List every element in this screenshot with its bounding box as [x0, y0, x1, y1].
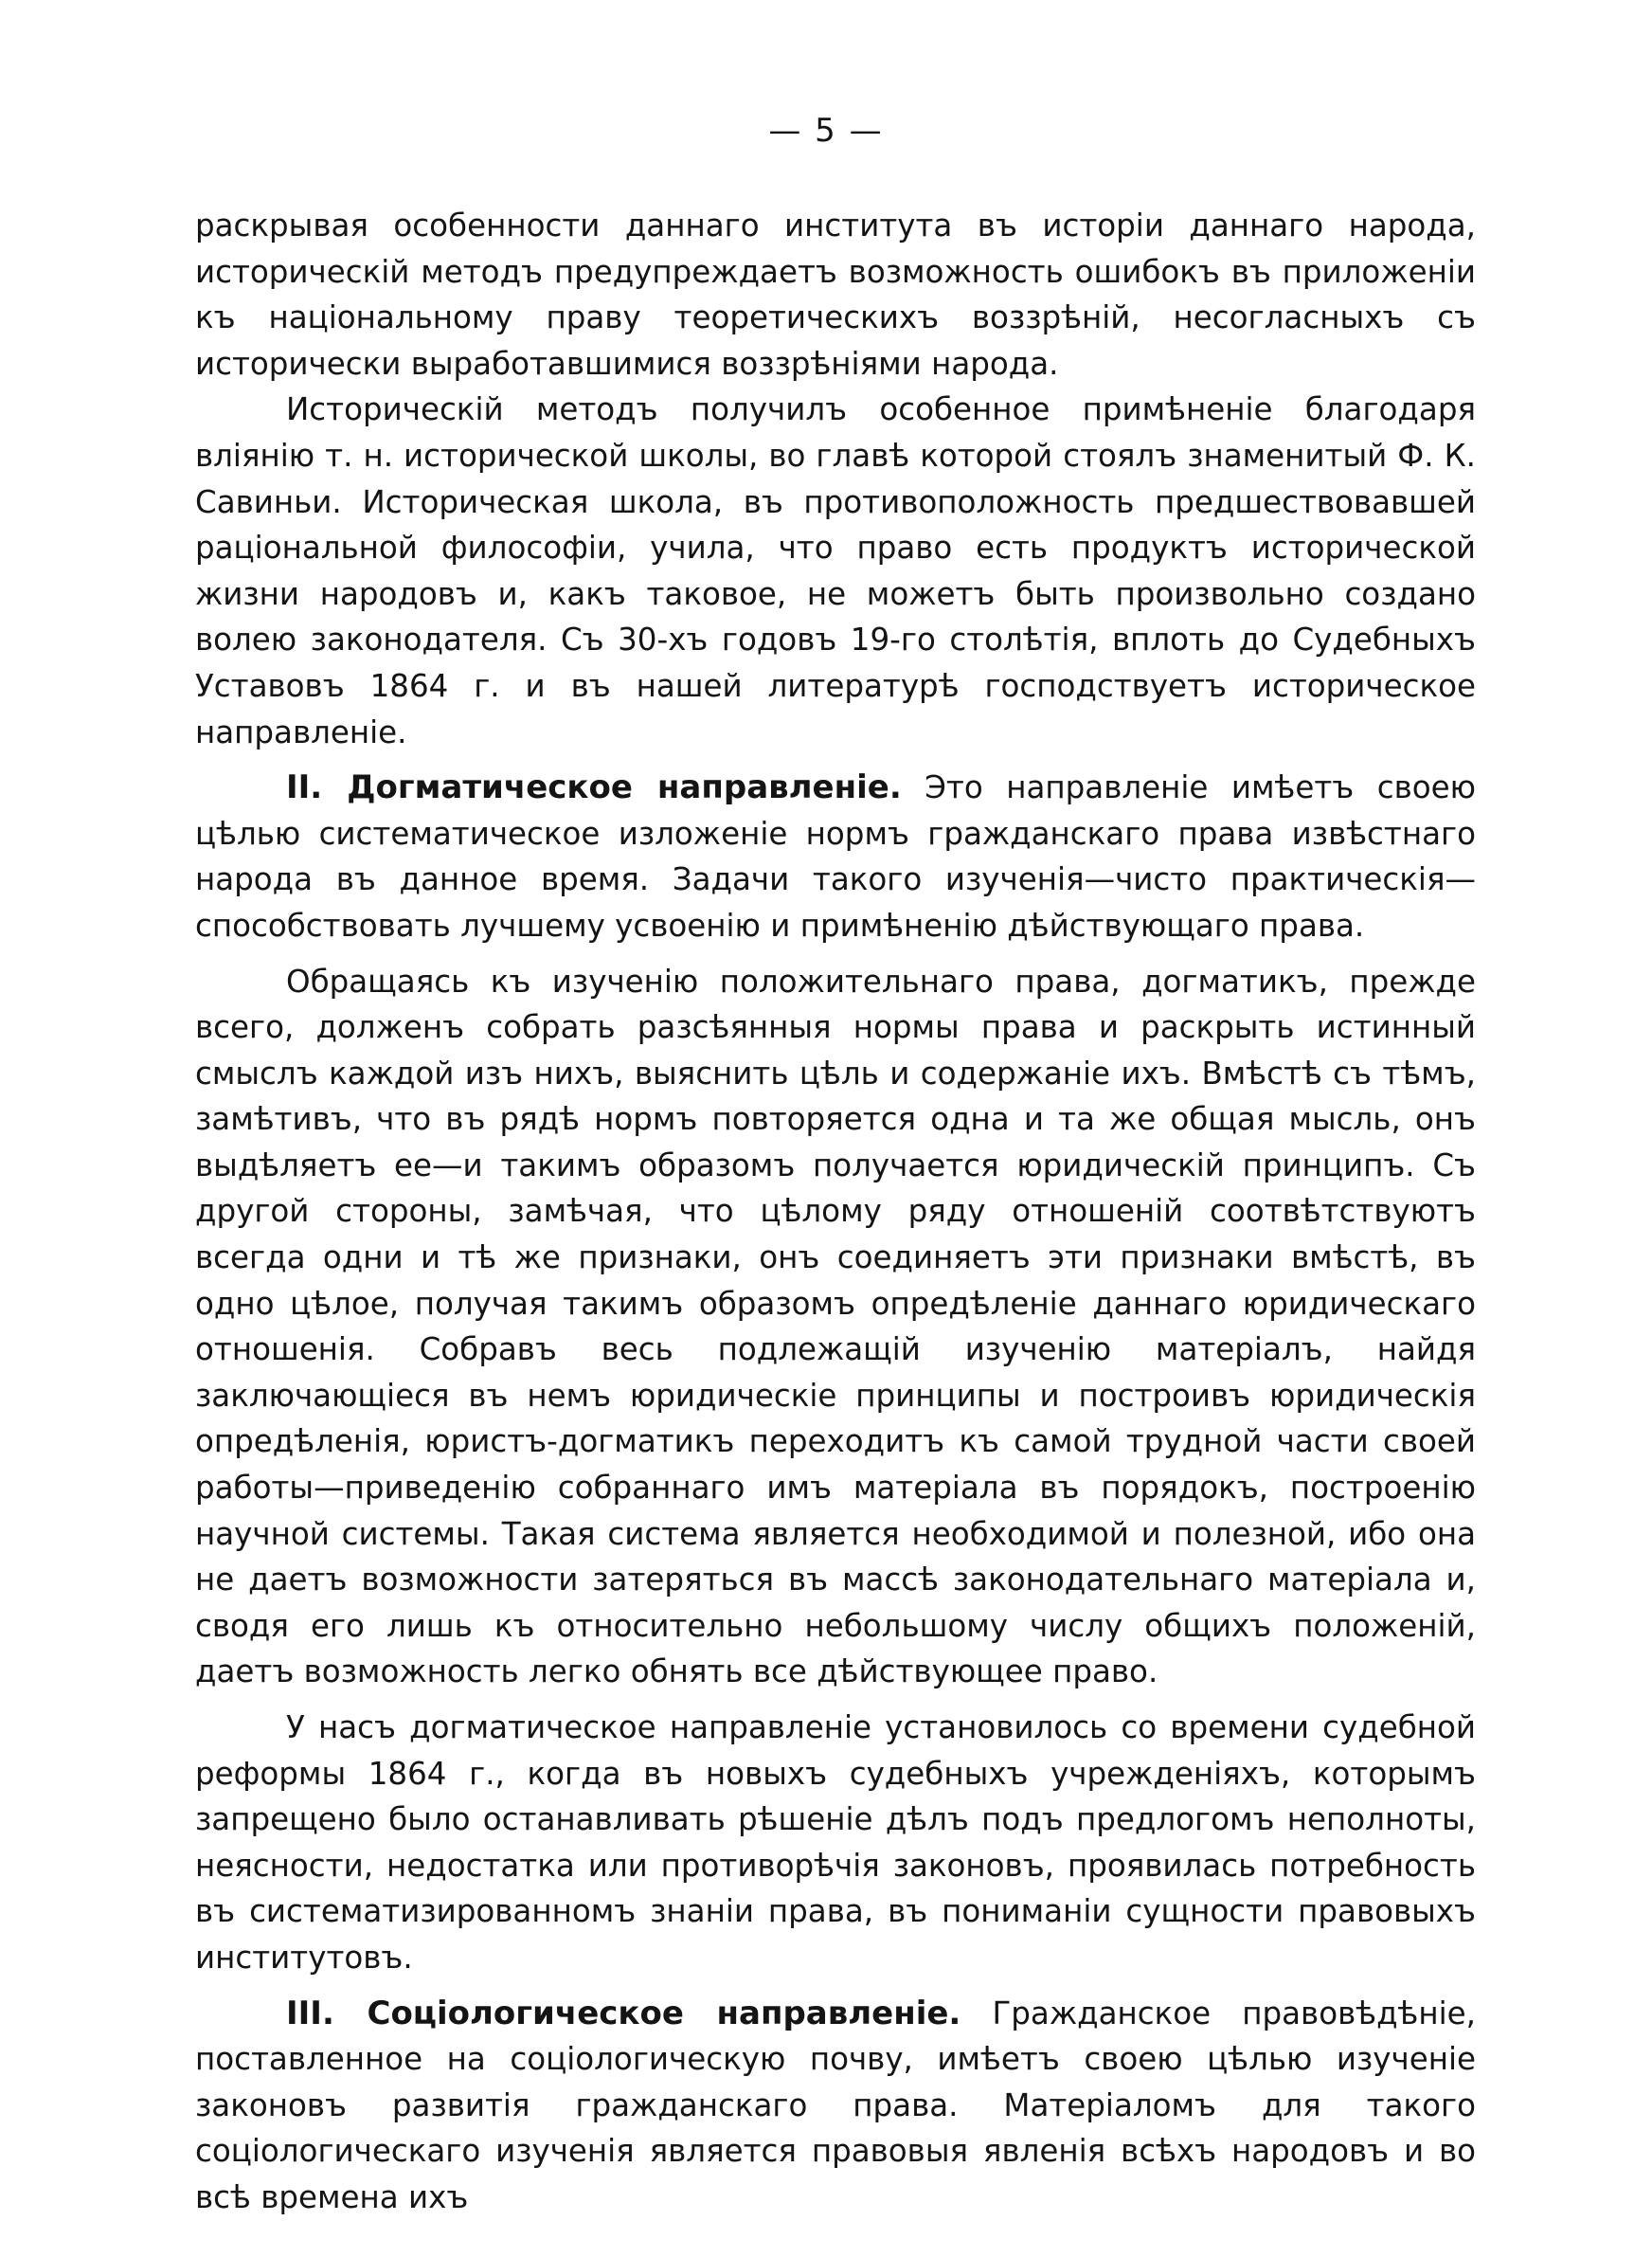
- section-heading-sociological: III. Соціологическое направленіе.: [286, 1994, 961, 2032]
- paragraph-4: [195, 959, 1476, 1696]
- paragraph-5: [195, 1705, 1476, 1981]
- paragraph-6: [195, 1991, 1476, 2221]
- paragraph-2: [195, 387, 1476, 755]
- paragraph-1: [195, 203, 1476, 387]
- section-heading-dogmatic: II. Догматическое направленіе.: [286, 768, 902, 807]
- paragraph-text: У насъ догматическое направленіе установилось со времени судебной реформы 1864 г., когда въ новыхъ судебныхъ учрежденіяхъ, которымъ запрещено было останавливать рѣшеніе дѣлъ подъ предлогомъ неполноты, неясности, недостатка или противорѣчія законовъ, проявилась потребность въ систематизированномъ знаніи права, въ пониманіи сущности правовыхъ институтовъ.: [195, 1709, 1476, 1976]
- paragraph-text: Гражданское правовѣдѣніе, поставленное на соціологическую почву, имѣетъ своею цѣлью изученіе законовъ развитія гражданскаго права. Матеріаломъ для такого соціологическаго изученія является правовыя явленія всѣхъ народовъ и во всѣ времена ихъ: [195, 1995, 1476, 2215]
- paragraph-text: раскрывая особенности даннаго института въ исторіи даннаго народа, историческій методъ предупреждаетъ возможность ошибокъ въ приложеніи къ національному праву теоретическихъ воззрѣній, несогласныхъ съ исторически выработавшимися воззрѣніями народа.: [195, 208, 1476, 382]
- paragraph-text: Обращаясь къ изученію положительнаго права, догматикъ, прежде всего, долженъ собрать разсѣянныя нормы права и раскрыть истинный смыслъ каждой изъ нихъ, выяснить цѣль и содержаніе ихъ. Вмѣстѣ съ тѣмъ, замѣтивъ, что въ рядѣ нормъ повторяется одна и та же общая мысль, онъ выдѣляетъ ее—и такимъ образомъ получается юридическій принципъ. Съ другой стороны, замѣчая, что цѣлому ряду отношеній соотвѣтствуютъ всегда одни и тѣ же признаки, онъ соединяетъ эти признаки вмѣстѣ, въ одно цѣлое, получая такимъ образомъ опредѣленіе даннаго юридическаго отношенія. Собравъ весь подлежащій изученію матеріалъ, найдя заключающіеся въ немъ юридическіе принципы и построивъ юридическія опредѣленія, юристъ-догматикъ переходитъ къ самой трудной части своей работы—приведенію собраннаго имъ матеріала въ порядокъ, построенію научной системы. Такая система является необходимой и полезной, ибо она не даетъ возможности затеряться въ массѣ законодательнаго матеріала и, сводя его лишь къ относительно небольшому числу общихъ положеній, даетъ возможность легко обнять все дѣйствующее право.: [195, 963, 1476, 1690]
- paragraph-text: Историческій методъ получилъ особенное примѣненіе благодаря вліянію т. н. исторической школы, во главѣ которой стоялъ знаменитый Ф. К. Савиньи. Историческая школа, въ противоположность предшествовавшей раціональной философіи, учила, что право есть продуктъ исторической жизни народовъ и, какъ таковое, не можетъ быть произвольно создано волею законодателя. Съ 30-хъ годовъ 19-го столѣтія, вплоть до Судебныхъ Уставовъ 1864 г. и въ нашей литературѣ господствуетъ историческое направленіе.: [195, 391, 1476, 750]
- paragraph-text: Это направленіе имѣетъ своею цѣлью систематическое изложеніе нормъ гражданскаго права извѣстнаго народа въ данное время. Задачи такого изученія—чисто практическія—способствовать лучшему усвоенію и примѣненію дѣйствующаго права.: [195, 769, 1476, 944]
- page-number: — 5 —: [768, 112, 884, 150]
- text-block: [195, 203, 1476, 2221]
- paragraph-3: [195, 765, 1476, 948]
